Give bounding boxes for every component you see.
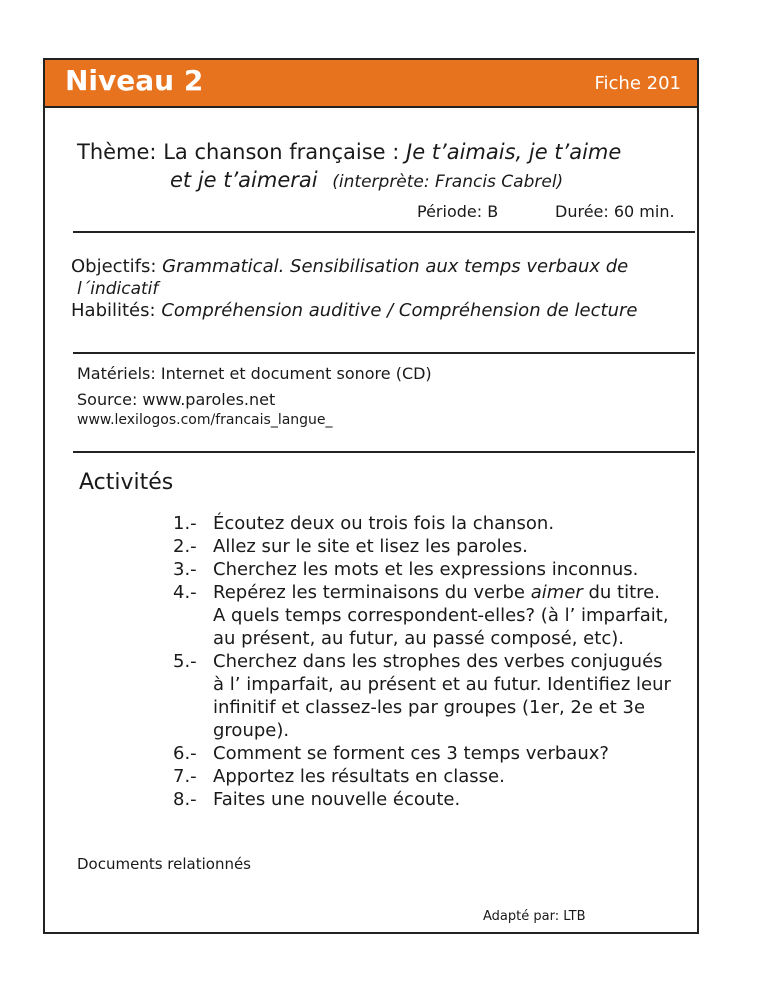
item-continuation: à l’ imparfait, au présent et au futur. Identifiez leur (213, 674, 671, 695)
item-text: Comment se forment ces 3 temps verbaux? (213, 743, 609, 764)
objectives-line-2 (77, 279, 158, 299)
item-number: 6.- (173, 743, 197, 764)
header-bar (45, 60, 697, 108)
list-item (173, 512, 693, 535)
song-title-part2: et je t’aimerai (170, 168, 318, 192)
item-text (213, 581, 693, 604)
list-item (173, 558, 693, 581)
list-item (173, 650, 693, 673)
item-text: Faites une nouvelle écoute. (213, 789, 461, 810)
list-item (173, 581, 693, 604)
related-documents: Documents relationnés (77, 855, 252, 873)
materials: Matériels: Internet et document sonore (CD) (77, 364, 432, 383)
sheet-number: Fiche 201 (594, 73, 681, 94)
objectives-line-1 (71, 256, 628, 277)
activities-list (173, 512, 693, 811)
duration: Durée: 60 min. (555, 202, 675, 221)
list-item (173, 535, 693, 558)
item-continuation: infinitif et classez-les par groupes (1er, 2e et 3e (213, 697, 646, 718)
list-item (173, 788, 693, 811)
theme-text: La chanson française : (163, 140, 400, 164)
source: Source: www.paroles.net (77, 390, 276, 409)
item-number: 2.- (173, 536, 197, 557)
item-text-part: du titre. (582, 582, 660, 603)
objectives-text: Grammatical. Sensibilisation aux temps verbaux de (162, 256, 629, 277)
item-number: 7.- (173, 766, 197, 787)
theme-line-1 (77, 140, 621, 164)
skills-label: Habilités: (71, 300, 156, 321)
item-text: Allez sur le site et lisez les paroles. (213, 536, 528, 557)
skills-text: Compréhension auditive / Compréhension de lecture (161, 300, 638, 321)
theme-label: Thème: (77, 140, 157, 164)
divider (73, 352, 695, 354)
item-text-emphasis: aimer (530, 582, 583, 603)
item-continuation: A quels temps correspondent-elles? (à l’ imparfait, (213, 605, 669, 626)
item-text-part: Repérez les terminaisons du verbe (213, 582, 531, 603)
item-text: Écoutez deux ou trois fois la chanson. (213, 513, 555, 534)
item-number: 1.- (173, 513, 197, 534)
adapted-by: Adapté par: LTB (483, 909, 586, 924)
item-number: 5.- (173, 651, 197, 672)
period: Période: B (417, 202, 499, 221)
interpreter: (interprète: Francis Cabrel) (332, 172, 564, 192)
item-text: Cherchez dans les strophes des verbes conjugués (213, 651, 663, 672)
list-item (173, 765, 693, 788)
skills-line (71, 300, 637, 321)
item-number: 8.- (173, 789, 197, 810)
item-continuation: groupe). (213, 720, 290, 741)
item-number: 3.- (173, 559, 197, 580)
activities-title: Activités (79, 470, 174, 495)
list-item (173, 742, 693, 765)
item-continuation: au présent, au futur, au passé composé, etc). (213, 628, 624, 649)
song-title-part1: Je t’aimais, je t’aime (406, 140, 622, 164)
divider (73, 231, 695, 233)
item-text: Apportez les résultats en classe. (213, 766, 505, 787)
theme-line-2 (170, 168, 563, 192)
activity-sheet (43, 58, 699, 934)
divider (73, 451, 695, 453)
objectives-text-cont: l´indicatif (77, 279, 159, 299)
item-text: Cherchez les mots et les expressions inconnus. (213, 559, 639, 580)
item-number: 4.- (173, 582, 197, 603)
source-url: www.lexilogos.com/francais_langue_ (77, 412, 333, 428)
objectives-label: Objectifs: (71, 256, 157, 277)
level-title: Niveau 2 (65, 64, 204, 97)
